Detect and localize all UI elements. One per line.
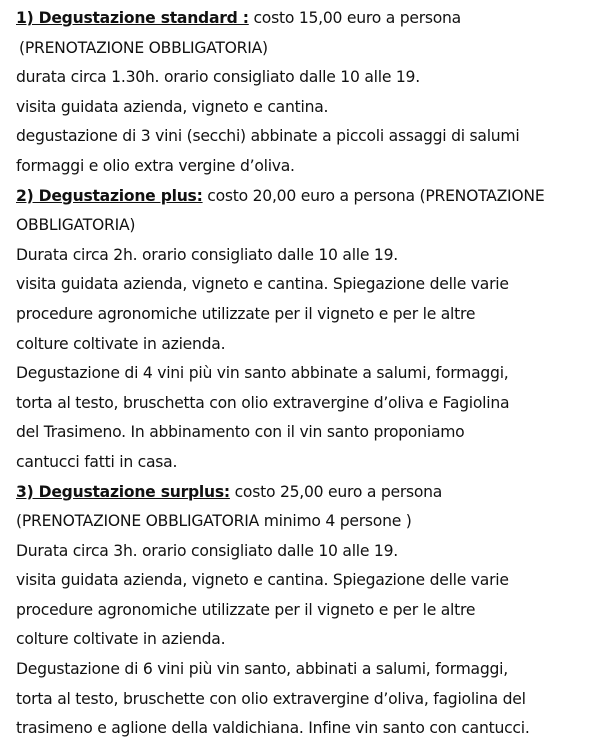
section-2-line: visita guidata azienda, vigneto e cantina. Spiegazione delle varie xyxy=(16,275,509,294)
section-3-line: visita guidata azienda, vigneto e cantina. Spiegazione delle varie xyxy=(16,571,509,590)
section-2-line: del Trasimeno. In abbinamento con il vin santo proponiamo xyxy=(16,423,465,442)
section-1-header xyxy=(16,4,590,34)
section-1-title: 1) Degustazione standard : xyxy=(16,9,249,27)
section-3-line: torta al testo, bruschette con olio extravergine d’oliva, fagiolina del xyxy=(16,689,526,708)
section-3-line: Durata circa 3h. orario consigliato dalle 10 alle 19. xyxy=(16,541,398,560)
section-3-title: 3) Degustazione surplus: xyxy=(16,482,230,501)
section-2-line: torta al testo, bruschetta con olio extravergine d’oliva e Fagiolina xyxy=(16,393,510,412)
section-1-line: (PRENOTAZIONE OBBLIGATORIA) xyxy=(19,38,268,57)
section-2-title: 2) Degustazione plus: xyxy=(16,186,203,205)
section-2-line: cantucci fatti in casa. xyxy=(16,452,178,471)
section-2-header xyxy=(16,182,590,212)
section-1-line: formaggi e olio extra vergine d’oliva. xyxy=(16,156,295,175)
section-1-price: costo 15,00 euro a persona xyxy=(248,9,461,27)
section-2-line: OBBLIGATORIA) xyxy=(16,216,136,235)
section-2-line: Durata circa 2h. orario consigliato dalle 10 alle 19. xyxy=(16,245,398,264)
section-3-line: (PRENOTAZIONE OBBLIGATORIA minimo 4 persone ) xyxy=(16,512,412,531)
section-2-line: procedure agronomiche utilizzate per il vigneto e per le altre xyxy=(16,304,476,323)
section-2-price: costo 20,00 euro a persona (PRENOTAZIONE xyxy=(202,186,545,205)
section-3-line: trasimeno e aglione della valdichiana. Infine vin santo con cantucci. xyxy=(16,719,530,738)
section-2-line: Degustazione di 4 vini più vin santo abbinate a salumi, formaggi, xyxy=(16,364,509,383)
section-3-line: Degustazione di 6 vini più vin santo, abbinati a salumi, formaggi, xyxy=(16,660,508,679)
section-1-line: durata circa 1.30h. orario consigliato dalle 10 alle 19. xyxy=(16,68,420,87)
section-3-line: procedure agronomiche utilizzate per il vigneto e per le altre xyxy=(16,600,476,619)
section-1-line: visita guidata azienda, vigneto e cantina. xyxy=(16,97,329,116)
section-3-line: colture coltivate in azienda. xyxy=(16,630,226,649)
section-1-line: degustazione di 3 vini (secchi) abbinate a piccoli assaggi di salumi xyxy=(16,127,520,146)
section-2-line: colture coltivate in azienda. xyxy=(16,334,226,353)
section-3-price: costo 25,00 euro a persona xyxy=(229,482,443,501)
section-3-header xyxy=(16,478,590,508)
